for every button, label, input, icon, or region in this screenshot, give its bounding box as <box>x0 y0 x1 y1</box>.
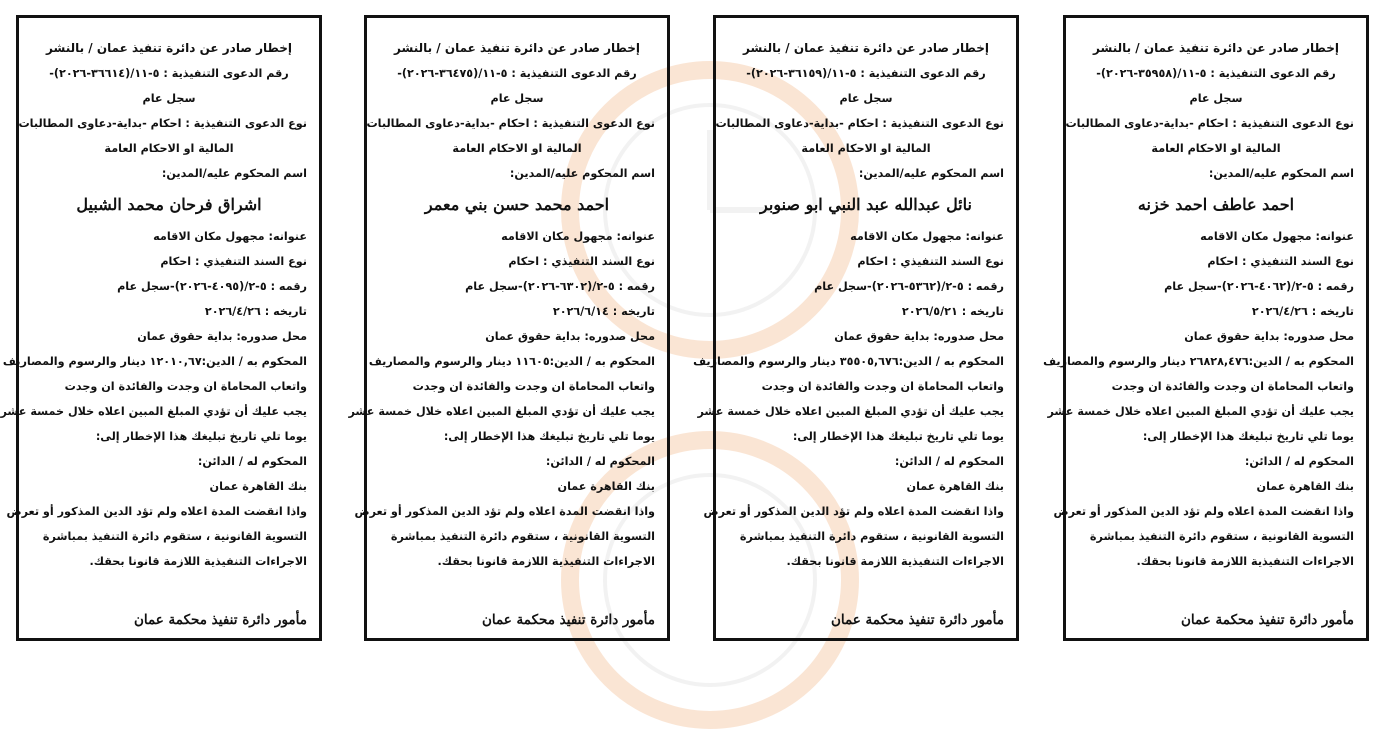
case-type: نوع الدعوى التنفيذية : احكام -بداية-دعاوى المطالبات <box>1065 117 1354 130</box>
warning-text-continued: التسوية القانونية ، ستقوم دائرة التنفيذ بمباشرة <box>390 530 655 543</box>
debtor-name: نائل عبدالله عبد النبي ابو صنوبر <box>760 195 972 214</box>
debtor-name: احمد عاطف احمد خزنه <box>1137 195 1295 214</box>
notice-signature: مأمور دائرة تنفيذ محكمة عمان <box>830 612 1004 628</box>
debtor-label: اسم المحكوم عليه/المدين: <box>509 167 655 180</box>
payment-instruction: يجب عليك أن تؤدي المبلغ المبين اعلاه خلال خمسة عشر <box>1047 405 1354 418</box>
register-type: سجل عام <box>1189 92 1243 105</box>
debt-fees: واتعاب المحاماة ان وجدت والفائدة ان وجدت <box>761 380 1004 393</box>
debtor-label: اسم المحكوم عليه/المدين: <box>858 167 1004 180</box>
payment-instruction-continued: يوما تلي تاريخ تبليغك هذا الإخطار إلى: <box>1142 430 1354 443</box>
debtor-address: عنوانه: مجهول مكان الاقامه <box>1200 230 1354 243</box>
issue-place: محل صدوره: بداية حقوق عمان <box>834 330 1004 343</box>
notice-header: إخطار صادر عن دائرة تنفيذ عمان / بالنشر <box>46 41 292 55</box>
warning-text-continued: التسوية القانونية ، ستقوم دائرة التنفيذ بمباشرة <box>739 530 1004 543</box>
case-number: رقم الدعوى التنفيذية : ٥-١١/(٣٦٦١٤-٢٠٢٦)- <box>49 67 289 80</box>
notice-card <box>1043 15 1369 641</box>
case-number: رقم الدعوى التنفيذية : ٥-١١/(٣٦٤٧٥-٢٠٢٦)- <box>397 67 637 80</box>
creditor-name: بنك القاهرة عمان <box>557 480 655 493</box>
notice-card <box>0 15 322 641</box>
warning-text-end: الاجراءات التنفيذية اللازمة قانونا بحقك. <box>786 555 1004 568</box>
document-type: نوع السند التنفيذي : احكام <box>1207 255 1354 268</box>
notice-card <box>693 15 1019 641</box>
debtor-name: احمد محمد حسن بني معمر <box>424 195 610 214</box>
creditor-name: بنك القاهرة عمان <box>1256 480 1354 493</box>
case-type: نوع الدعوى التنفيذية : احكام -بداية-دعاوى المطالبات <box>18 117 307 130</box>
debt-amount: المحكوم به / الدين:٣٥٥٠٥,٦٧٦ دينار والرسوم والمصاريف <box>693 355 1004 368</box>
document-number: رقمه : ٥-٢/(٤٠٩٥-٢٠٢٦)-سجل عام <box>117 280 307 293</box>
case-type-continued: المالية او الاحكام العامة <box>801 142 931 155</box>
debt-amount: المحكوم به / الدين:١٢٠١٠,٦٧ دينار والرسوم والمصاريف <box>2 355 307 368</box>
case-type-continued: المالية او الاحكام العامة <box>452 142 582 155</box>
payment-instruction: يجب عليك أن تؤدي المبلغ المبين اعلاه خلال خمسة عشر <box>348 405 655 418</box>
warning-text: واذا انقضت المدة اعلاه ولم تؤد الدين المذكور أو تعرض <box>703 505 1004 518</box>
document-date: تاريخه : ٢٠٢٦/٦/١٤ <box>552 305 655 318</box>
notice-header: إخطار صادر عن دائرة تنفيذ عمان / بالنشر <box>743 41 989 55</box>
debt-fees: واتعاب المحاماة ان وجدت والفائدة ان وجدت <box>412 380 655 393</box>
case-type-continued: المالية او الاحكام العامة <box>1151 142 1281 155</box>
register-type: سجل عام <box>490 92 544 105</box>
debtor-address: عنوانه: مجهول مكان الاقامه <box>850 230 1004 243</box>
debt-fees: واتعاب المحاماة ان وجدت والفائدة ان وجدت <box>64 380 307 393</box>
notice-signature: مأمور دائرة تنفيذ محكمة عمان <box>481 612 655 628</box>
issue-place: محل صدوره: بداية حقوق عمان <box>1184 330 1354 343</box>
payment-instruction-continued: يوما تلي تاريخ تبليغك هذا الإخطار إلى: <box>443 430 655 443</box>
debt-fees: واتعاب المحاماة ان وجدت والفائدة ان وجدت <box>1111 380 1354 393</box>
warning-text-end: الاجراءات التنفيذية اللازمة قانونا بحقك. <box>89 555 307 568</box>
creditor-label: المحكوم له / الدائن: <box>894 455 1004 468</box>
debt-amount: المحكوم به / الدين:٢٦٨٢٨,٤٧٦ دينار والرسوم والمصاريف <box>1043 355 1354 368</box>
case-number: رقم الدعوى التنفيذية : ٥-١١/(٣٦١٥٩-٢٠٢٦)- <box>746 67 986 80</box>
payment-instruction: يجب عليك أن تؤدي المبلغ المبين اعلاه خلال خمسة عشر <box>0 405 307 418</box>
document-number: رقمه : ٥-٢/(٦٣٠٢-٢٠٢٦)-سجل عام <box>465 280 655 293</box>
register-type: سجل عام <box>839 92 893 105</box>
creditor-name: بنك القاهرة عمان <box>906 480 1004 493</box>
document-type: نوع السند التنفيذي : احكام <box>160 255 307 268</box>
debtor-address: عنوانه: مجهول مكان الاقامه <box>153 230 307 243</box>
payment-instruction-continued: يوما تلي تاريخ تبليغك هذا الإخطار إلى: <box>792 430 1004 443</box>
debtor-name: اشراق فرحان محمد الشبيل <box>76 195 262 214</box>
debtor-address: عنوانه: مجهول مكان الاقامه <box>501 230 655 243</box>
document-type: نوع السند التنفيذي : احكام <box>857 255 1004 268</box>
document-number: رقمه : ٥-٢/(٤٠٦٢-٢٠٢٦)-سجل عام <box>1164 280 1354 293</box>
warning-text: واذا انقضت المدة اعلاه ولم تؤد الدين المذكور أو تعرض <box>6 505 307 518</box>
document-date: تاريخه : ٢٠٢٦/٤/٢٦ <box>1251 305 1354 318</box>
warning-text: واذا انقضت المدة اعلاه ولم تؤد الدين المذكور أو تعرض <box>1053 505 1354 518</box>
notice-signature: مأمور دائرة تنفيذ محكمة عمان <box>133 612 307 628</box>
warning-text-end: الاجراءات التنفيذية اللازمة قانونا بحقك. <box>437 555 655 568</box>
creditor-label: المحكوم له / الدائن: <box>1244 455 1354 468</box>
issue-place: محل صدوره: بداية حقوق عمان <box>485 330 655 343</box>
case-type-continued: المالية او الاحكام العامة <box>104 142 234 155</box>
debtor-label: اسم المحكوم عليه/المدين: <box>161 167 307 180</box>
notice-card <box>348 15 670 641</box>
notice-header: إخطار صادر عن دائرة تنفيذ عمان / بالنشر <box>394 41 640 55</box>
case-type: نوع الدعوى التنفيذية : احكام -بداية-دعاوى المطالبات <box>366 117 655 130</box>
payment-instruction-continued: يوما تلي تاريخ تبليغك هذا الإخطار إلى: <box>95 430 307 443</box>
creditor-name: بنك القاهرة عمان <box>209 480 307 493</box>
warning-text-end: الاجراءات التنفيذية اللازمة قانونا بحقك. <box>1136 555 1354 568</box>
document-type: نوع السند التنفيذي : احكام <box>508 255 655 268</box>
document-number: رقمه : ٥-٢/(٥٣٦٢-٢٠٢٦)-سجل عام <box>814 280 1004 293</box>
issue-place: محل صدوره: بداية حقوق عمان <box>137 330 307 343</box>
document-date: تاريخه : ٢٠٢٦/٤/٢٦ <box>204 305 307 318</box>
notice-header: إخطار صادر عن دائرة تنفيذ عمان / بالنشر <box>1093 41 1339 55</box>
warning-text-continued: التسوية القانونية ، ستقوم دائرة التنفيذ بمباشرة <box>1089 530 1354 543</box>
warning-text-continued: التسوية القانونية ، ستقوم دائرة التنفيذ بمباشرة <box>42 530 307 543</box>
payment-instruction: يجب عليك أن تؤدي المبلغ المبين اعلاه خلال خمسة عشر <box>697 405 1004 418</box>
notice-signature: مأمور دائرة تنفيذ محكمة عمان <box>1180 612 1354 628</box>
debt-amount: المحكوم به / الدين:١١٦٠٥ دينار والرسوم والمصاريف <box>368 355 655 368</box>
creditor-label: المحكوم له / الدائن: <box>197 455 307 468</box>
case-number: رقم الدعوى التنفيذية : ٥-١١/(٣٥٩٥٨-٢٠٢٦)- <box>1096 67 1336 80</box>
debtor-label: اسم المحكوم عليه/المدين: <box>1208 167 1354 180</box>
case-type: نوع الدعوى التنفيذية : احكام -بداية-دعاوى المطالبات <box>715 117 1004 130</box>
document-date: تاريخه : ٢٠٢٦/٥/٢١ <box>901 305 1004 318</box>
creditor-label: المحكوم له / الدائن: <box>545 455 655 468</box>
register-type: سجل عام <box>142 92 196 105</box>
warning-text: واذا انقضت المدة اعلاه ولم تؤد الدين المذكور أو تعرض <box>354 505 655 518</box>
